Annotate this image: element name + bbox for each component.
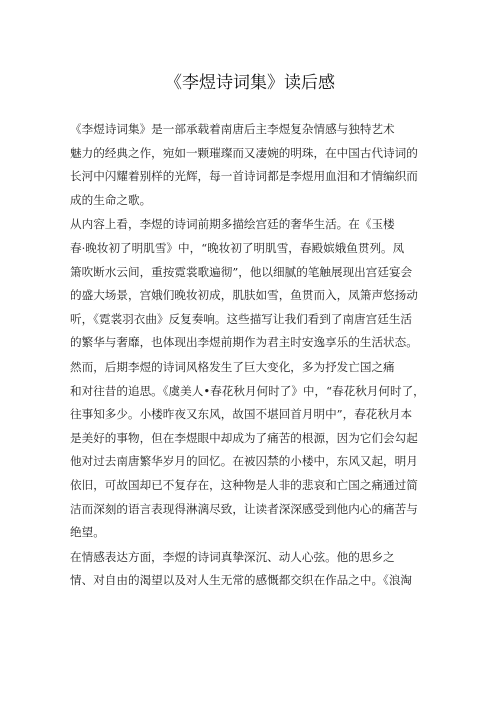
text-line: 是美好的事物，但在李煜眼中却成为了痛苦的根源，因为它们会勾起 (70, 430, 418, 445)
text-line: 的盛大场景，宫娥们晚妆初成，肌肤如雪，鱼贯而入，凤箫声悠扬动 (70, 288, 418, 303)
text-line: 情、对自由的渴望以及对人生无常的感慨都交织在作品之中。《浪淘 (70, 573, 413, 588)
text-line: 的繁华与奢靡，也体现出李煜前期作为君主时安逸享乐的生活状态。 (70, 335, 418, 350)
text-line: 洁而深刻的语言表现得淋漓尽致，让读者深深感受到他内心的痛苦与 (70, 501, 418, 516)
text-line: 成的生命之歌。 (70, 192, 152, 207)
paragraph (70, 546, 442, 593)
paragraph (70, 213, 442, 355)
text-line: 听，《霓裳羽衣曲》反复奏响。这些描写让我们看到了南唐宫廷生活 (70, 311, 413, 326)
text-line: 《李煜诗词集》是一部承载着南唐后主李煜复杂情感与独特艺术 (70, 122, 395, 136)
text-line: 依旧，可故国却已不复存在，这种物是人非的悲哀和亡国之痛通过简 (70, 477, 418, 492)
text-line: 魅力的经典之作，宛如一颗璀璨而又凄婉的明珠，在中国古代诗词的 (70, 145, 418, 160)
text-line: 绝望。 (70, 525, 105, 540)
document-body (70, 118, 442, 594)
text-line: 他对过去南唐繁华岁月的回忆。在被囚禁的小楼中，东风又起，明月 (70, 454, 418, 469)
paragraph (70, 356, 442, 545)
text-line: 和对往昔的追思。《虞美人•春花秋月何时了》中，“春花秋月何时了， (70, 383, 425, 398)
paragraph (70, 118, 442, 212)
text-line: 往事知多少。小楼昨夜又东风，故国不堪回首月明中”，春花秋月本 (70, 407, 413, 422)
text-line: 然而，后期李煜的诗词风格发生了巨大变化，多为抒发亡国之痛 (70, 359, 395, 374)
text-line: 从内容上看，李煜的诗词前期多描绘宫廷的奢华生活。在《玉楼 (70, 217, 395, 232)
text-line: 箫吹断水云间，重按霓裳歌遍彻”，他以细腻的笔触展现出宫廷宴会 (70, 264, 413, 279)
text-line: 春·晚妆初了明肌雪》中，“晚妆初了明肌雪，春殿嫔娥鱼贯列。凤 (70, 240, 405, 255)
document-title: 《李煜诗词集》读后感 (165, 73, 335, 93)
text-line: 在情感表达方面，李煜的诗词真挚深沉、动人心弦。他的思乡之 (70, 549, 395, 564)
text-line: 长河中闪耀着别样的光辉，每一首诗词都是李煜用血泪和才情编织而 (70, 169, 418, 184)
